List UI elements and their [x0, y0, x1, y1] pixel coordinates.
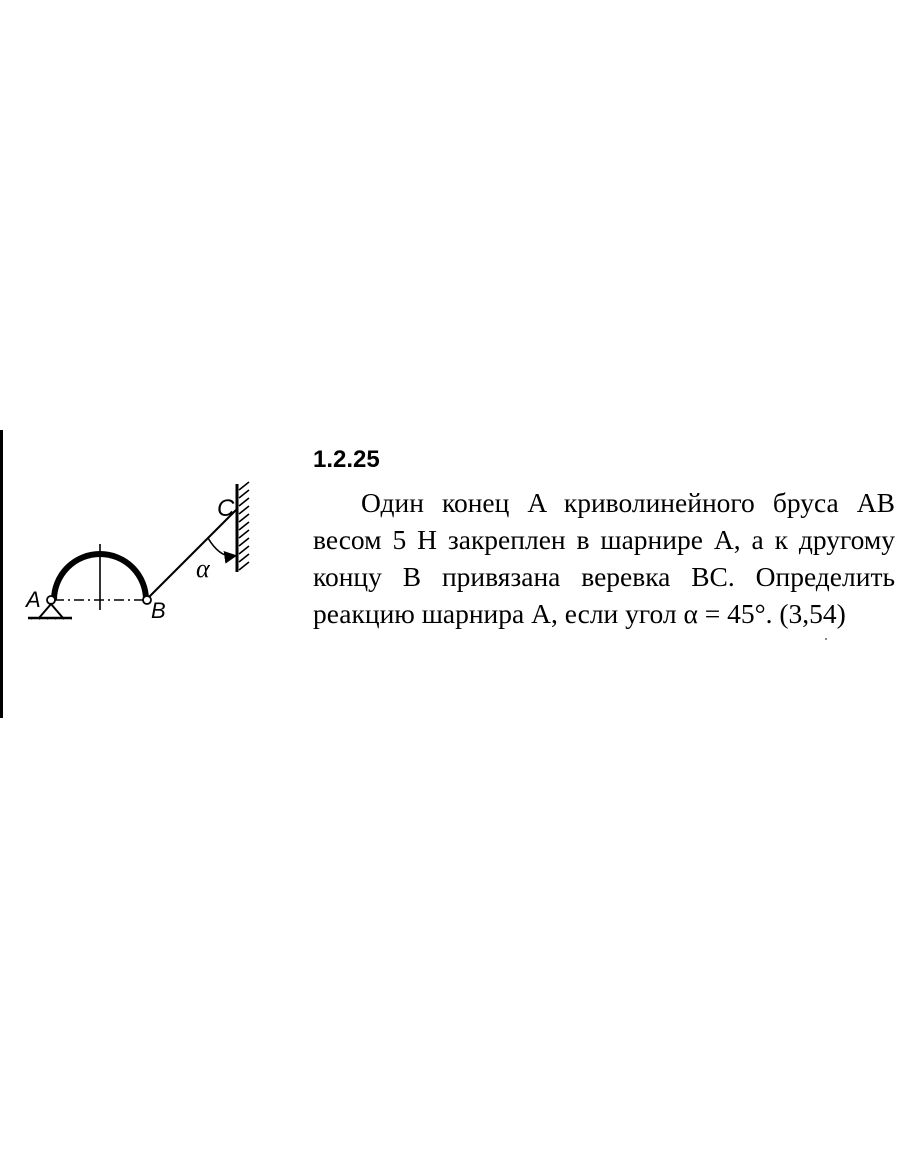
label-c: C [217, 495, 235, 522]
problem-number: 1.2.25 [313, 446, 380, 473]
label-b: B [151, 598, 166, 620]
problem-text [313, 484, 895, 632]
problem-figure [20, 470, 280, 620]
label-a: A [26, 587, 41, 612]
problem-statement: Один конец A криволинейного бруса AB весом 5 Н закреплен в шарнире A, а к другому концу B привязана веревка BC. Определить реакцию шарнира A, если угол α = 45°. (3,54) [313, 487, 895, 629]
label-alpha: α [196, 554, 210, 583]
wall [237, 482, 249, 572]
hinge-b [143, 596, 151, 604]
page-edge-rule [0, 430, 3, 718]
angle-arc [208, 538, 234, 556]
speck [825, 638, 827, 640]
